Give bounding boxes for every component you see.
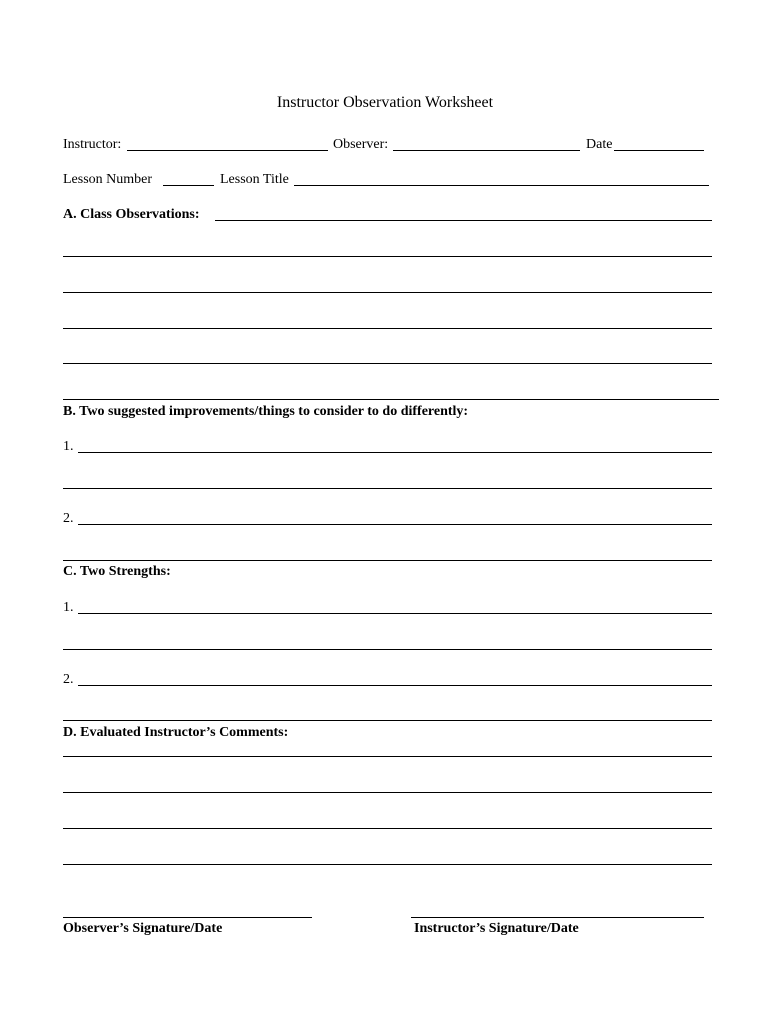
section-d-line[interactable] [63,828,712,829]
date-field[interactable] [614,150,704,151]
section-c-item-1-line[interactable] [63,649,712,650]
instructor-signature-label: Instructor’s Signature/Date [414,921,579,936]
section-d-line[interactable] [63,792,712,793]
date-label: Date [586,137,613,152]
section-a-line[interactable] [215,220,712,221]
page-title: Instructor Observation Worksheet [276,94,494,111]
lesson-number-field[interactable] [163,185,214,186]
section-a-line[interactable] [63,292,712,293]
section-b-item-1-line[interactable] [63,488,712,489]
section-b-item-2-line[interactable] [78,524,712,525]
section-b-item-1-number: 1. [63,439,74,454]
observer-label: Observer: [333,137,389,152]
section-c-item-2-line[interactable] [63,720,712,721]
section-a-line[interactable] [63,256,712,257]
instructor-field[interactable] [127,150,328,151]
section-b-item-2-line[interactable] [63,560,712,561]
section-a-line[interactable] [63,363,712,364]
section-a-line[interactable] [63,399,719,400]
section-a-line[interactable] [63,328,712,329]
section-c-heading: C. Two Strengths: [63,564,171,579]
observer-field[interactable] [393,150,580,151]
section-c-item-1-line[interactable] [78,613,712,614]
observer-signature-label: Observer’s Signature/Date [63,921,223,936]
lesson-title-label: Lesson Title [220,172,289,187]
lesson-title-field[interactable] [294,185,709,186]
section-b-item-2-number: 2. [63,511,74,526]
section-b-heading: B. Two suggested improvements/things to consider to do differently: [63,404,469,419]
observer-signature-line[interactable] [63,917,312,918]
lesson-number-label: Lesson Number [63,172,153,187]
section-c-item-2-number: 2. [63,672,74,687]
section-c-item-1-number: 1. [63,600,74,615]
section-a-heading: A. Class Observations: [63,207,200,222]
section-b-item-1-line[interactable] [78,452,712,453]
section-d-line[interactable] [63,756,712,757]
section-d-line[interactable] [63,864,712,865]
instructor-signature-line[interactable] [411,917,704,918]
section-c-item-2-line[interactable] [78,685,712,686]
section-d-heading: D. Evaluated Instructor’s Comments: [63,725,289,740]
instructor-label: Instructor: [63,137,122,152]
